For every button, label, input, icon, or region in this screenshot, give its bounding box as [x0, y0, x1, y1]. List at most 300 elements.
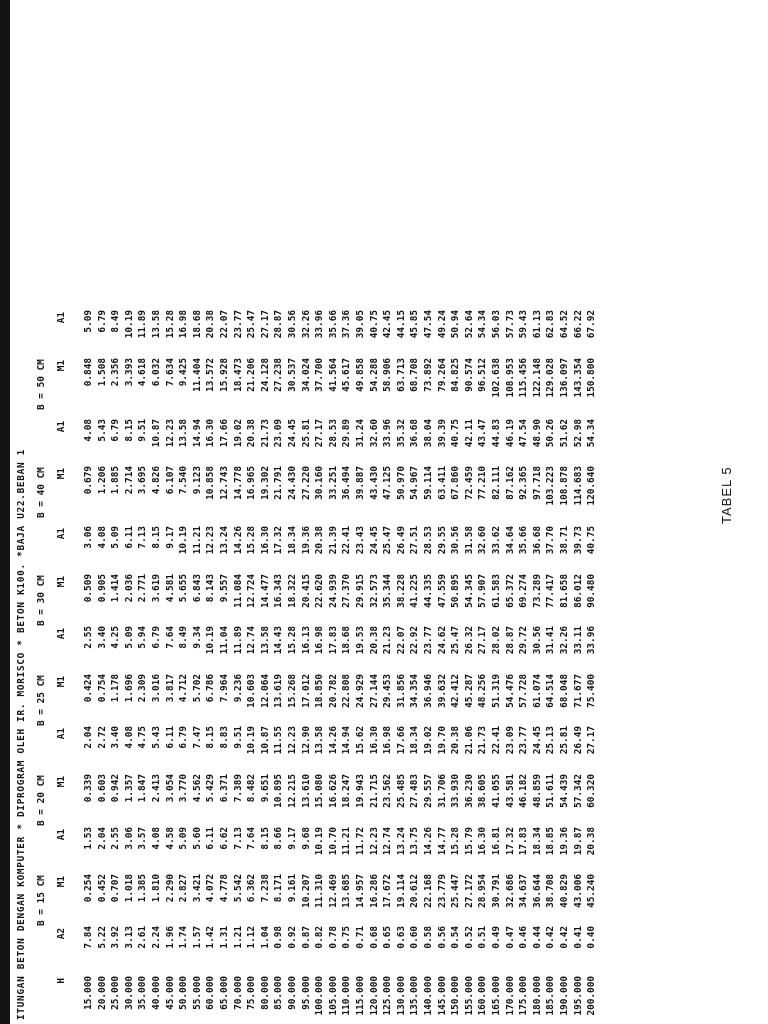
- table-cell-m1_15: 8.171: [273, 874, 285, 903]
- table-cell-m1_20: 57.342: [572, 774, 584, 808]
- table-cell-m1_15: 40.829: [559, 874, 570, 908]
- table-cell-a1_30: 40.75: [586, 526, 598, 555]
- table-cell-m1_30: 38.228: [395, 574, 407, 608]
- table-cell-m1_50: 73.892: [423, 358, 434, 392]
- table-cell-m1_50: 27.238: [273, 358, 285, 392]
- table-cell-a1_20: 22.41: [491, 726, 502, 755]
- table-cell-a1_20: 17.66: [395, 726, 407, 755]
- table-cell-h: 105.000: [327, 976, 339, 1016]
- table-cell-a2: 1.31: [219, 926, 230, 949]
- table-cell-m1_20: 0.942: [110, 774, 122, 803]
- table-cell-m1_30: 16.343: [273, 574, 285, 608]
- table-cell-m1_25: 45.287: [463, 674, 475, 708]
- table-cell-m1_25: 12.064: [259, 674, 271, 708]
- table-cell-h: 160.000: [477, 976, 489, 1016]
- table-cell-a1_30: 29.55: [436, 526, 448, 555]
- table-cell-a2: 0.78: [327, 926, 339, 949]
- table-cell-a2: 3.13: [123, 926, 135, 949]
- table-cell-m1_20: 12.215: [287, 774, 298, 808]
- table-cell-a1_25: 30.56: [531, 626, 543, 655]
- table-cell-h: 125.000: [382, 976, 394, 1016]
- table-cell-h: 170.000: [504, 976, 516, 1016]
- table-cell-a1_30: 9.17: [164, 526, 176, 549]
- table-cell-m1_50: 136.097: [559, 358, 570, 398]
- table-cell-a1_20: 2.04: [83, 726, 94, 749]
- table-cell-m1_25: 18.850: [314, 674, 326, 708]
- table-cell-m1_30: 2.771: [137, 574, 149, 603]
- table-cell-a1_15: 11.72: [355, 827, 366, 856]
- table-cell-a1_15: 4.58: [164, 827, 176, 850]
- table-header-text: ITUNGAN BETON DENGAN KOMPUTER * DIPROGRAM OLEH IR. MORISCO * BETON K100. *BAJA U22.BEBAN 1: [16, 449, 27, 1020]
- table-cell-a1_25: 16.98: [314, 626, 326, 655]
- table-cell-a1_40: 47.54: [518, 419, 530, 448]
- table-cell-a1_40: 27.17: [314, 419, 326, 448]
- table-cell-a1_40: 14.94: [191, 419, 203, 448]
- table-cell-m1_30: 54.345: [463, 574, 475, 608]
- table-cell-m1_20: 33.930: [450, 774, 462, 808]
- table-cell-a2: 1.21: [232, 926, 244, 949]
- table-cell-m1_15: 16.286: [368, 874, 380, 908]
- table-cell-m1_20: 0.339: [83, 774, 94, 803]
- table-cell-h: 65.000: [219, 976, 230, 1010]
- table-cell-a2: 0.42: [545, 926, 557, 949]
- table-cell-a1_15: 16.81: [491, 827, 502, 856]
- table-cell-m1_50: 15.928: [219, 358, 230, 392]
- table-cell-a1_50: 52.64: [463, 310, 475, 339]
- table-cell-a1_30: 35.66: [518, 526, 530, 555]
- table-cell-m1_15: 2.290: [164, 874, 176, 903]
- table-cell-a1_40: 50.26: [545, 419, 557, 448]
- table-cell-a1_25: 8.49: [178, 626, 190, 649]
- table-cell-a1_50: 13.58: [151, 310, 162, 339]
- table-cell-m1_25: 0.424: [83, 674, 94, 703]
- table-cell-a1_25: 27.17: [477, 626, 489, 655]
- table-cell-m1_15: 30.791: [491, 874, 502, 908]
- table-cell-a1_30: 27.51: [409, 526, 421, 555]
- column-header-a1_25: A1: [56, 628, 67, 640]
- table-cell-a1_15: 16.30: [477, 827, 489, 856]
- table-cell-m1_40: 10.858: [205, 466, 217, 500]
- table-cell-m1_40: 21.791: [273, 466, 285, 500]
- table-cell-a1_50: 15.28: [164, 310, 176, 339]
- table-cell-a1_50: 16.98: [178, 310, 190, 339]
- table-cell-a1_50: 6.79: [96, 310, 108, 333]
- table-cell-m1_50: 2.356: [110, 358, 122, 387]
- column-header-m1_15: M1: [56, 876, 67, 888]
- table-cell-a1_25: 6.79: [151, 626, 162, 649]
- table-cell-a1_30: 24.45: [368, 526, 380, 555]
- table-cell-a1_40: 12.23: [164, 419, 176, 448]
- table-cell-a1_25: 29.72: [518, 626, 530, 655]
- table-cell-a1_50: 20.38: [205, 310, 217, 339]
- table-cell-m1_15: 38.708: [545, 874, 557, 908]
- table-cell-a1_50: 64.52: [559, 310, 570, 339]
- table-cell-h: 115.000: [355, 976, 366, 1016]
- table-cell-m1_30: 90.480: [586, 574, 598, 608]
- table-cell-a1_15: 2.04: [96, 827, 108, 850]
- table-cell-m1_50: 143.354: [572, 358, 584, 398]
- table-cell-h: 200.000: [586, 976, 598, 1016]
- table-cell-m1_25: 57.728: [518, 674, 530, 708]
- table-cell-m1_25: 64.514: [545, 674, 557, 708]
- table-cell-a2: 1.42: [205, 926, 217, 949]
- table-cell-a1_50: 59.43: [518, 310, 530, 339]
- table-cell-m1_50: 37.700: [314, 358, 326, 392]
- table-cell-a1_20: 23.77: [518, 726, 530, 755]
- table-cell-a1_20: 5.43: [151, 726, 162, 749]
- table-cell-a1_50: 49.24: [436, 310, 448, 339]
- table-cell-a1_15: 4.08: [151, 827, 162, 850]
- table-cell-a1_15: 9.17: [287, 827, 298, 850]
- table-cell-a1_15: 2.55: [110, 827, 122, 850]
- table-cell-a2: 7.84: [83, 926, 94, 949]
- table-cell-m1_30: 5.655: [178, 574, 190, 603]
- table-cell-a1_40: 43.47: [477, 419, 489, 448]
- table-cell-m1_50: 68.708: [409, 358, 421, 392]
- table-cell-m1_20: 16.626: [327, 774, 339, 808]
- table-cell-a1_15: 8.66: [273, 827, 285, 850]
- table-cell-a1_25: 23.77: [423, 626, 434, 655]
- table-cell-a1_25: 12.74: [246, 626, 258, 655]
- table-cell-m1_20: 10.895: [273, 774, 285, 808]
- table-cell-a1_15: 1.53: [83, 827, 94, 850]
- table-cell-a1_30: 30.56: [450, 526, 462, 555]
- table-cell-a1_15: 18.34: [531, 827, 543, 856]
- table-cell-a1_40: 52.98: [572, 419, 584, 448]
- table-cell-a1_25: 21.23: [382, 626, 394, 655]
- table-cell-a1_20: 25.81: [559, 726, 570, 755]
- table-cell-a2: 0.65: [382, 926, 394, 949]
- column-header-a1_15: A1: [56, 829, 67, 841]
- table-cell-a1_15: 20.38: [586, 827, 598, 856]
- table-cell-a2: 3.92: [110, 926, 122, 949]
- table-cell-m1_20: 4.562: [191, 774, 203, 803]
- table-cell-a1_25: 31.41: [545, 626, 557, 655]
- table-cell-a1_30: 10.19: [178, 526, 190, 555]
- table-cell-m1_20: 15.080: [314, 774, 326, 808]
- table-cell-a1_25: 25.47: [450, 626, 462, 655]
- table-cell-h: 175.000: [518, 976, 530, 1016]
- table-cell-a1_20: 4.08: [123, 726, 135, 749]
- table-cell-h: 75.000: [246, 976, 258, 1010]
- table-cell-m1_25: 27.144: [368, 674, 380, 708]
- table-cell-a1_50: 44.15: [395, 310, 407, 339]
- table-cell-a1_25: 20.38: [368, 626, 380, 655]
- table-cell-a1_25: 5.09: [123, 626, 135, 649]
- table-cell-h: 15.000: [83, 976, 94, 1010]
- table-cell-m1_15: 43.006: [572, 874, 584, 908]
- table-cell-m1_30: 29.915: [355, 574, 366, 608]
- table-cell-a1_15: 18.85: [545, 827, 557, 856]
- table-cell-a1_50: 33.96: [314, 310, 326, 339]
- table-cell-a1_50: 27.17: [259, 310, 271, 339]
- table-cell-m1_30: 57.907: [477, 574, 489, 608]
- table-cell-a1_40: 13.58: [178, 419, 190, 448]
- table-cell-a2: 1.12: [246, 926, 258, 949]
- table-cell-h: 60.000: [205, 976, 217, 1010]
- table-cell-a1_15: 17.32: [504, 827, 516, 856]
- table-cell-m1_30: 24.939: [327, 574, 339, 608]
- table-cell-m1_25: 71.677: [572, 674, 584, 708]
- table-cell-a1_40: 51.62: [559, 419, 570, 448]
- table-cell-m1_40: 43.430: [368, 466, 380, 500]
- table-cell-m1_40: 59.114: [423, 466, 434, 500]
- table-cell-a1_25: 7.64: [164, 626, 176, 649]
- table-cell-m1_20: 46.182: [518, 774, 530, 808]
- table-cell-a1_30: 32.60: [477, 526, 489, 555]
- table-cell-m1_50: 6.032: [151, 358, 162, 387]
- column-header-m1_30: M1: [56, 576, 67, 588]
- table-cell-m1_50: 63.713: [395, 358, 407, 392]
- table-cell-m1_15: 5.542: [232, 874, 244, 903]
- table-cell-a1_25: 11.04: [219, 626, 230, 655]
- table-cell-m1_25: 36.946: [423, 674, 434, 708]
- table-cell-a1_25: 28.02: [491, 626, 502, 655]
- table-cell-a1_20: 16.30: [368, 726, 380, 755]
- table-cell-a1_40: 39.39: [436, 419, 448, 448]
- table-cell-a2: 0.42: [559, 926, 570, 949]
- table-cell-m1_30: 0.905: [96, 574, 108, 603]
- table-cell-a1_40: 44.83: [491, 419, 502, 448]
- table-cell-a2: 0.51: [477, 926, 489, 949]
- table-cell-a1_20: 18.34: [409, 726, 421, 755]
- table-cell-a1_30: 12.23: [205, 526, 217, 555]
- table-cell-a1_30: 39.73: [572, 526, 584, 555]
- table-cell-a1_25: 18.68: [341, 626, 353, 655]
- table-cell-a1_30: 33.62: [491, 526, 502, 555]
- table-cell-a2: 1.04: [259, 926, 271, 949]
- table-cell-m1_30: 1.414: [110, 574, 122, 603]
- table-cell-m1_30: 0.509: [83, 574, 94, 603]
- table-cell-m1_40: 103.223: [545, 466, 557, 506]
- table-cell-a1_30: 31.58: [463, 526, 475, 555]
- table-cell-m1_25: 1.696: [123, 674, 135, 703]
- table-cell-m1_50: 3.393: [123, 358, 135, 387]
- table-cell-a1_30: 15.28: [246, 526, 258, 555]
- table-cell-a1_40: 32.60: [368, 419, 380, 448]
- table-cell-m1_20: 48.859: [531, 774, 543, 808]
- table-cell-m1_30: 3.619: [151, 574, 162, 603]
- table-cell-m1_25: 39.632: [436, 674, 448, 708]
- table-cell-m1_15: 6.362: [246, 874, 258, 903]
- table-cell-m1_25: 42.412: [450, 674, 462, 708]
- table-cell-a1_40: 17.66: [219, 419, 230, 448]
- table-cell-h: 50.000: [178, 976, 190, 1010]
- table-cell-a1_20: 6.79: [178, 726, 190, 749]
- table-cell-a1_15: 3.06: [123, 827, 135, 850]
- table-cell-a1_40: 46.19: [504, 419, 516, 448]
- table-cell-a1_20: 19.02: [423, 726, 434, 755]
- table-cell-a1_30: 36.68: [531, 526, 543, 555]
- table-cell-a1_15: 5.09: [178, 827, 190, 850]
- table-cell-m1_50: 150.800: [586, 358, 598, 398]
- table-cell-a2: 0.54: [450, 926, 462, 949]
- table-cell-a1_20: 14.94: [341, 726, 353, 755]
- table-cell-a1_15: 6.11: [205, 827, 217, 850]
- table-cell-a1_30: 13.24: [219, 526, 230, 555]
- table-cell-m1_15: 17.672: [382, 874, 394, 908]
- table-cell-m1_30: 20.415: [300, 574, 312, 608]
- table-cell-a1_25: 15.28: [287, 626, 298, 655]
- table-cell-a1_15: 15.28: [450, 827, 462, 856]
- table-cell-m1_30: 61.583: [491, 574, 502, 608]
- table-cell-m1_20: 25.485: [395, 774, 407, 808]
- table-cell-a1_20: 2.72: [96, 726, 108, 749]
- table-cell-a1_50: 50.94: [450, 310, 462, 339]
- column-header-m1_25: M1: [56, 676, 67, 688]
- table-cell-m1_50: 21.206: [246, 358, 258, 392]
- table-cell-m1_40: 92.365: [518, 466, 530, 500]
- table-cell-h: 120.000: [368, 976, 380, 1016]
- table-cell-m1_20: 3.770: [178, 774, 190, 803]
- table-cell-m1_40: 16.965: [246, 466, 258, 500]
- table-cell-a1_40: 19.02: [232, 419, 244, 448]
- table-cell-a1_40: 9.51: [137, 419, 149, 442]
- table-cell-m1_20: 54.439: [559, 774, 570, 808]
- table-cell-a1_20: 6.11: [164, 726, 176, 749]
- table-cell-m1_25: 61.074: [531, 674, 543, 708]
- table-cell-a1_40: 40.75: [450, 419, 462, 448]
- table-cell-m1_25: 17.012: [300, 674, 312, 708]
- table-cell-m1_40: 1.885: [110, 466, 122, 495]
- table-cell-a1_20: 14.26: [327, 726, 339, 755]
- table-cell-m1_30: 12.724: [246, 574, 258, 608]
- table-cell-a2: 0.82: [314, 926, 326, 949]
- table-cell-m1_40: 1.206: [96, 466, 108, 495]
- table-cell-m1_40: 39.887: [355, 466, 366, 500]
- table-cell-a2: 1.74: [178, 926, 190, 949]
- table-cell-a1_25: 22.92: [409, 626, 421, 655]
- table-cell-m1_15: 10.207: [300, 874, 312, 908]
- column-header-a2: A2: [56, 928, 67, 940]
- table-cell-m1_40: 47.125: [382, 466, 394, 500]
- table-cell-a1_25: 33.11: [572, 626, 584, 655]
- table-cell-m1_25: 9.236: [232, 674, 244, 703]
- table-cell-m1_20: 51.611: [545, 774, 557, 808]
- table-cell-a1_40: 35.32: [395, 419, 407, 448]
- table-cell-a1_50: 25.47: [246, 310, 258, 339]
- table-cell-a2: 0.58: [423, 926, 434, 949]
- table-cell-a1_20: 19.70: [436, 726, 448, 755]
- table-cell-m1_15: 32.686: [504, 874, 516, 908]
- table-cell-m1_15: 28.954: [477, 874, 489, 908]
- table-cell-m1_40: 87.162: [504, 466, 516, 500]
- table-cell-m1_40: 82.111: [491, 466, 502, 500]
- column-header-h: H: [56, 978, 67, 984]
- table-cell-m1_15: 2.827: [178, 874, 190, 903]
- table-cell-h: 190.000: [559, 976, 570, 1016]
- table-cell-m1_40: 4.826: [151, 466, 162, 495]
- table-cell-a1_50: 67.92: [586, 310, 598, 339]
- table-cell-h: 150.000: [450, 976, 462, 1016]
- group-header-b40: B = 40 CM: [36, 467, 47, 518]
- table-cell-m1_20: 38.605: [477, 774, 489, 808]
- table-cell-m1_25: 6.786: [205, 674, 217, 703]
- table-cell-m1_50: 45.617: [341, 358, 353, 392]
- table-cell-m1_25: 5.702: [191, 674, 203, 703]
- table-cell-a2: 0.49: [491, 926, 502, 949]
- table-cell-h: 70.000: [232, 976, 244, 1010]
- table-cell-a1_15: 19.36: [559, 827, 570, 856]
- table-cell-a2: 0.92: [287, 926, 298, 949]
- group-header-b15: B = 15 CM: [36, 875, 47, 926]
- table-cell-m1_25: 68.048: [559, 674, 570, 708]
- table-cell-a1_40: 42.11: [463, 419, 475, 448]
- table-cell-m1_30: 77.417: [545, 574, 557, 608]
- table-cell-a2: 5.22: [96, 926, 108, 949]
- table-cell-a1_50: 45.85: [409, 310, 421, 339]
- table-cell-m1_15: 45.240: [586, 874, 598, 908]
- table-cell-a1_40: 21.73: [259, 419, 271, 448]
- table-cell-m1_25: 48.256: [477, 674, 489, 708]
- table-cell-m1_20: 8.482: [246, 774, 258, 803]
- table-cell-a1_50: 11.89: [137, 310, 149, 339]
- table-cell-m1_30: 22.620: [314, 574, 326, 608]
- table-cell-m1_50: 13.572: [205, 358, 217, 392]
- table-cell-m1_40: 36.494: [341, 466, 353, 500]
- table-cell-h: 80.000: [259, 976, 271, 1010]
- table-cell-a1_15: 17.83: [518, 827, 530, 856]
- table-cell-a1_50: 39.05: [355, 310, 366, 339]
- table-cell-a1_15: 19.87: [572, 827, 584, 856]
- table-cell-m1_25: 2.309: [137, 674, 149, 703]
- table-cell-m1_15: 13.685: [341, 874, 353, 908]
- table-cell-a1_20: 15.62: [355, 726, 366, 755]
- table-cell-a2: 1.96: [164, 926, 176, 949]
- table-cell-a2: 0.40: [586, 926, 598, 949]
- table-cell-m1_25: 75.400: [586, 674, 598, 708]
- table-cell-m1_30: 81.658: [559, 574, 570, 608]
- table-cell-a1_20: 12.90: [300, 726, 312, 755]
- table-cell-a1_40: 54.34: [586, 419, 598, 448]
- table-cell-m1_40: 120.640: [586, 466, 598, 506]
- table-cell-a1_30: 11.21: [191, 526, 203, 555]
- table-cell-a1_20: 10.87: [259, 726, 271, 755]
- table-cell-a1_20: 21.06: [463, 726, 475, 755]
- table-cell-m1_25: 0.754: [96, 674, 108, 703]
- table-cell-h: 145.000: [436, 976, 448, 1016]
- table-cell-a2: 0.98: [273, 926, 285, 949]
- table-cell-a1_15: 6.62: [219, 827, 230, 850]
- table-cell-m1_15: 1.385: [137, 874, 149, 903]
- table-cell-m1_40: 54.967: [409, 466, 421, 500]
- table-cell-a1_15: 14.26: [423, 827, 434, 856]
- table-cell-m1_25: 22.808: [341, 674, 353, 708]
- table-cell-h: 25.000: [110, 976, 122, 1010]
- table-cell-m1_15: 27.172: [463, 874, 475, 908]
- table-cell-a1_20: 27.17: [586, 726, 598, 755]
- table-cell-a1_40: 29.89: [341, 419, 353, 448]
- table-cell-a2: 0.41: [572, 926, 584, 949]
- group-header-b25: B = 25 CM: [36, 675, 47, 726]
- table-cell-m1_30: 32.573: [368, 574, 380, 608]
- table-cell-a1_25: 2.55: [83, 626, 94, 649]
- table-cell-h: 90.000: [287, 976, 298, 1010]
- table-cell-m1_20: 2.413: [151, 774, 162, 803]
- table-cell-a2: 0.56: [436, 926, 448, 949]
- table-cell-a2: 0.52: [463, 926, 475, 949]
- table-cell-m1_50: 41.564: [327, 358, 339, 392]
- group-header-b30: B = 30 CM: [36, 575, 47, 626]
- table-cell-a1_15: 10.19: [314, 827, 326, 856]
- table-cell-a1_20: 21.73: [477, 726, 489, 755]
- table-cell-m1_15: 14.957: [355, 874, 366, 908]
- table-cell-m1_50: 49.858: [355, 358, 366, 392]
- table-cell-m1_40: 97.718: [531, 466, 543, 500]
- table-cell-h: 135.000: [409, 976, 421, 1016]
- table-cell-a1_15: 10.70: [327, 827, 339, 856]
- column-header-a1_30: A1: [56, 528, 67, 540]
